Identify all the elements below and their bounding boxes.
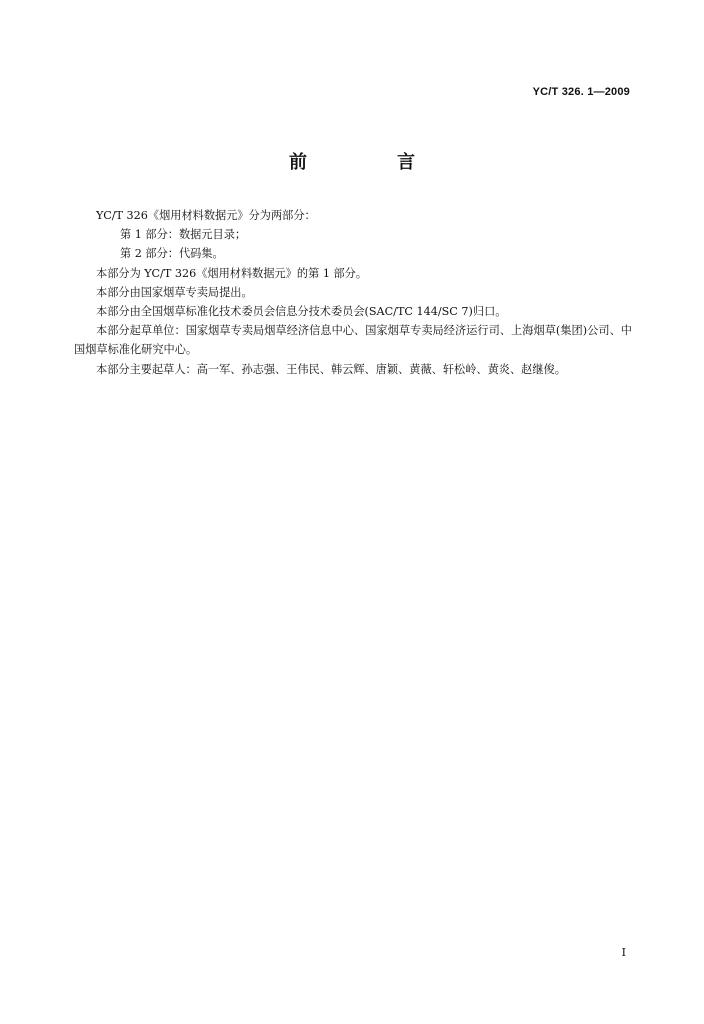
paragraph-proposed-by: 本部分由国家烟草专卖局提出。 [96, 285, 253, 299]
paragraph-part-1: 第 1 部分：数据元目录； [120, 228, 247, 242]
paragraph-drafting-units: 本部分起草单位：国家烟草专卖局烟草经济信息中心、国家烟草专卖局经济运行司、上海烟草(集团)公司、中国烟草标准化研究中心。 [74, 324, 632, 357]
paragraph-drafters: 本部分主要起草人：高一军、孙志强、王伟民、韩云辉、唐颖、黄薇、轩松岭、黄炎、赵继俊。 [96, 362, 566, 376]
paragraph-centralized-by: 本部分由全国烟草标准化技术委员会信息分技术委员会(SAC/TC 144/SC 7)归口。 [96, 305, 507, 319]
standard-number: YC/T 326. 1—2009 [532, 86, 630, 98]
foreword-body [74, 206, 632, 379]
page-number: I [621, 946, 626, 959]
page-title: 前 言 [289, 152, 451, 173]
paragraph-parts-intro: YC/T 326《烟用材料数据元》分为两部分： [96, 209, 316, 222]
paragraph-part-2: 第 2 部分：代码集。 [120, 247, 224, 261]
paragraph-this-part: 本部分为 YC/T 326《烟用材料数据元》的第 1 部分。 [96, 266, 368, 280]
